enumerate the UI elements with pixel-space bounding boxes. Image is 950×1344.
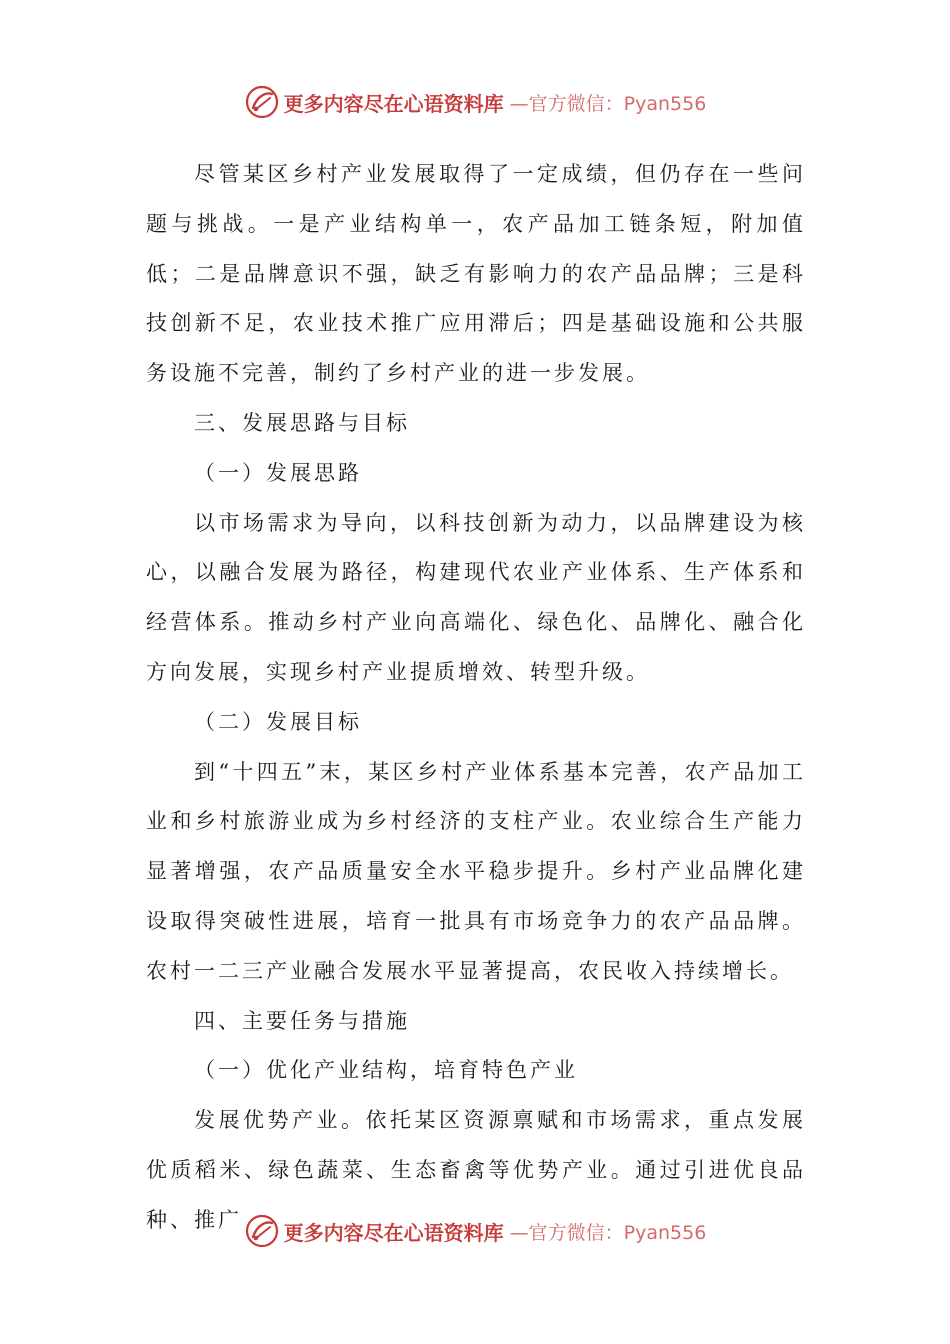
footer-watermark-banner	[0, 1211, 950, 1251]
section-heading-4: 四、主要任务与措施	[194, 1008, 410, 1033]
seal-logo-icon	[244, 1213, 280, 1249]
watermark-contact-text: —官方微信：Pyan556	[509, 1221, 707, 1244]
seal-logo-icon	[244, 84, 280, 120]
subheading-development-goals: （二）发展目标	[194, 709, 362, 734]
paragraph-challenges: 尽管某区乡村产业发展取得了一定成绩，但仍存在一些问题与挑战。一是产业结构单一，农产品加工链条短，附加值低；二是品牌意识不强，缺乏有影响力的农产品品牌；三是科技创新不足，农业技术推广应用滞后；四是基础设施和公共服务设施不完善，制约了乡村产业的进一步发展。	[146, 162, 806, 386]
paragraph-development-approach: 以市场需求为导向，以科技创新为动力，以品牌建设为核心，以融合发展为路径，构建现代农业产业体系、生产体系和经营体系。推动乡村产业向高端化、绿色化、品牌化、融合化方向发展，实现乡村产业提质增效、转型升级。	[146, 510, 806, 684]
paragraph-development-goals: 到“十四五”末，某区乡村产业体系基本完善，农产品加工业和乡村旅游业成为乡村经济的支柱产业。农业综合生产能力显著增强，农产品质量安全水平稳步提升。乡村产业品牌化建设取得突破性进展，培育一批具有市场竞争力的农产品品牌。农村一二三产业融合发展水平显著提高，农民收入持续增长。	[146, 759, 806, 983]
header-watermark-banner	[0, 82, 950, 122]
subheading-optimize-structure: （一）优化产业结构，培育特色产业	[194, 1058, 578, 1083]
watermark-brand-text: 更多内容尽在心语资料库	[283, 1220, 504, 1245]
watermark-contact-text: —官方微信：Pyan556	[509, 92, 707, 115]
paragraph-advantage-industries: 发展优势产业。依托某区资源禀赋和市场需求，重点发展优质稻米、绿色蔬菜、生态畜禽等优势产业。通过引进优良品种、推广	[146, 1108, 806, 1232]
watermark-brand-text: 更多内容尽在心语资料库	[283, 91, 504, 116]
document-body	[146, 150, 806, 1246]
section-heading-3: 三、发展思路与目标	[194, 410, 410, 435]
subheading-development-approach: （一）发展思路	[194, 460, 362, 485]
